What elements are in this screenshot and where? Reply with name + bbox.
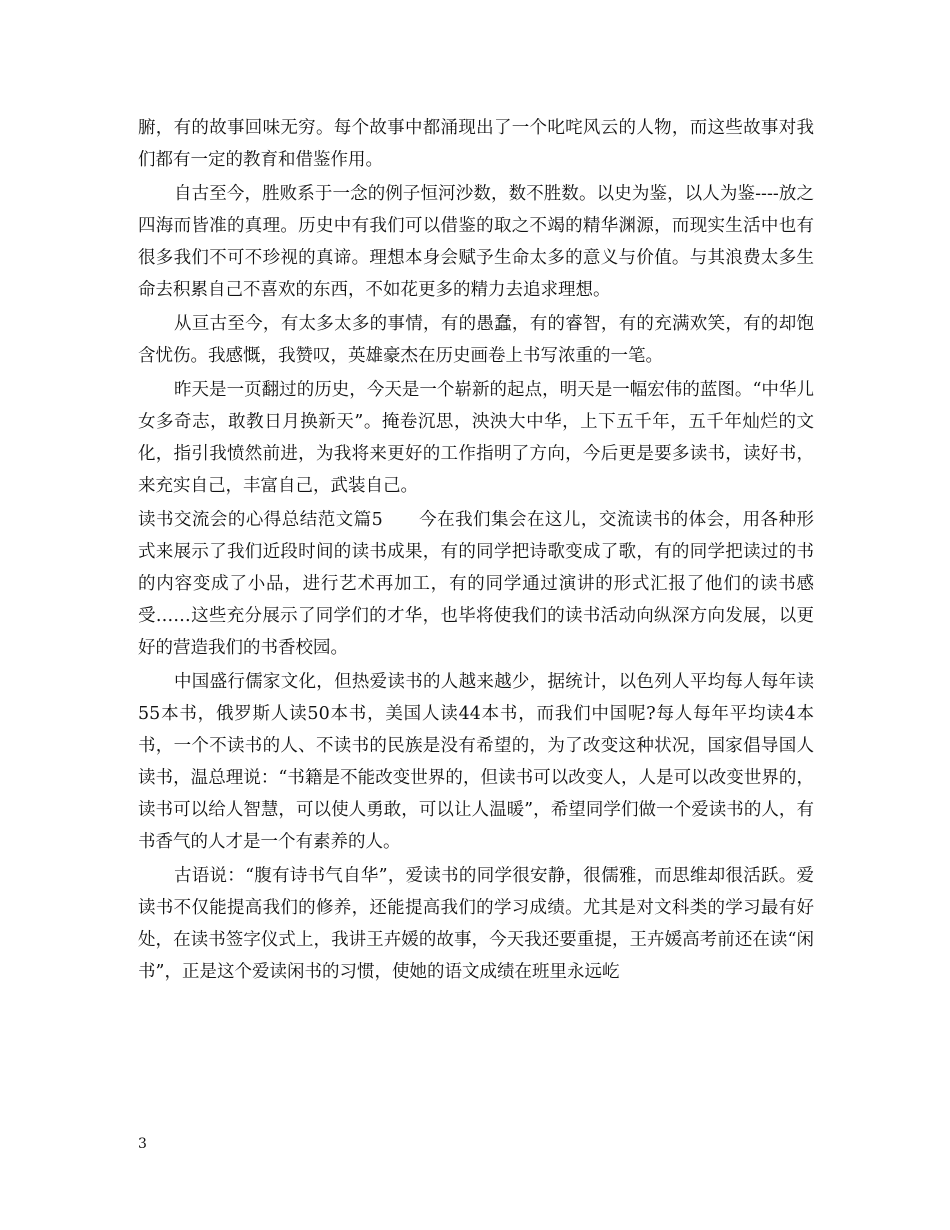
paragraph-6: 中国盛行儒家文化，但热爱读书的人越来越少，据统计，以色列人平均每人每年读55本书，俄罗斯人读50本书，美国人读44本书，而我们中国呢?每人每年平均读4本书，一个不读书的人、不读书的民族是没有希望的，为了改变这种状况，国家倡导国人读书，温总理说：“书籍是不能改变世界的，但读书可以改变人，人是可以改变世界的，读书可以给人智慧，可以使人勇敢，可以让人温暖”，希望同学们做一个爱读书的人，有书香气的人才是一个有素养的人。 xyxy=(138,672,814,852)
paragraph-4: 昨天是一页翻过的历史，今天是一个崭新的起点，明天是一幅宏伟的蓝图。“中华儿女多奇志，敢教日月换新天”。掩卷沉思，泱泱大中华，上下五千年，五千年灿烂的文化，指引我愤然前进，为我将来更好的工作指明了方向，今后更是要多读书，读好书，来充实自己，丰富自己，武装自己。 xyxy=(138,380,814,496)
paragraph-3: 从亘古至今，有太多太多的事情，有的愚蠢，有的睿智，有的充满欢笑，有的却饱含忧伤。我感慨，我赞叹，英雄豪杰在历史画卷上书写浓重的一笔。 xyxy=(138,314,814,366)
page-number: 3 xyxy=(138,1136,147,1152)
paragraph-2: 自古至今，胜败系于一念的例子恒河沙数，数不胜数。以史为鉴，以人为鉴----放之四海而皆准的真理。历史中有我们可以借鉴的取之不竭的精华渊源，而现实生活中也有很多我们不可不珍视的真谛。理想本身会赋予生命太多的意义与价值。与其浪费太多生命去积累自己不喜欢的东西，不如花更多的精力去追求理想。 xyxy=(138,184,814,300)
paragraph-1: 腑，有的故事回味无穷。每个故事中都涌现出了一个叱咤风云的人物，而这些故事对我们都有一定的教育和借鉴作用。 xyxy=(138,118,814,170)
paragraph-7: 古语说：“腹有诗书气自华”，爱读书的同学很安静，很儒雅，而思维却很活跃。爱读书不仅能提高我们的修养，还能提高我们的学习成绩。尤其是对文科类的学习最有好处，在读书签字仪式上，我讲王卉媛的故事，今天我还要重提，王卉媛高考前还在读“闲书”，正是这个爱读闲书的习惯，使她的语文成绩在班里永远屹 xyxy=(138,866,814,982)
paragraph-5-section-heading: 读书交流会的心得总结范文篇5 今在我们集会在这儿，交流读书的体会，用各种形式来展示了我们近段时间的读书成果，有的同学把诗歌变成了歌，有的同学把读过的书的内容变成了小品，进行艺术再加工，有的同学通过演讲的形式汇报了他们的读书感受……这些充分展示了同学们的才华，也毕将使我们的读书活动向纵深方向发展，以更好的营造我们的书香校园。 xyxy=(138,510,814,658)
document-body xyxy=(138,112,814,988)
